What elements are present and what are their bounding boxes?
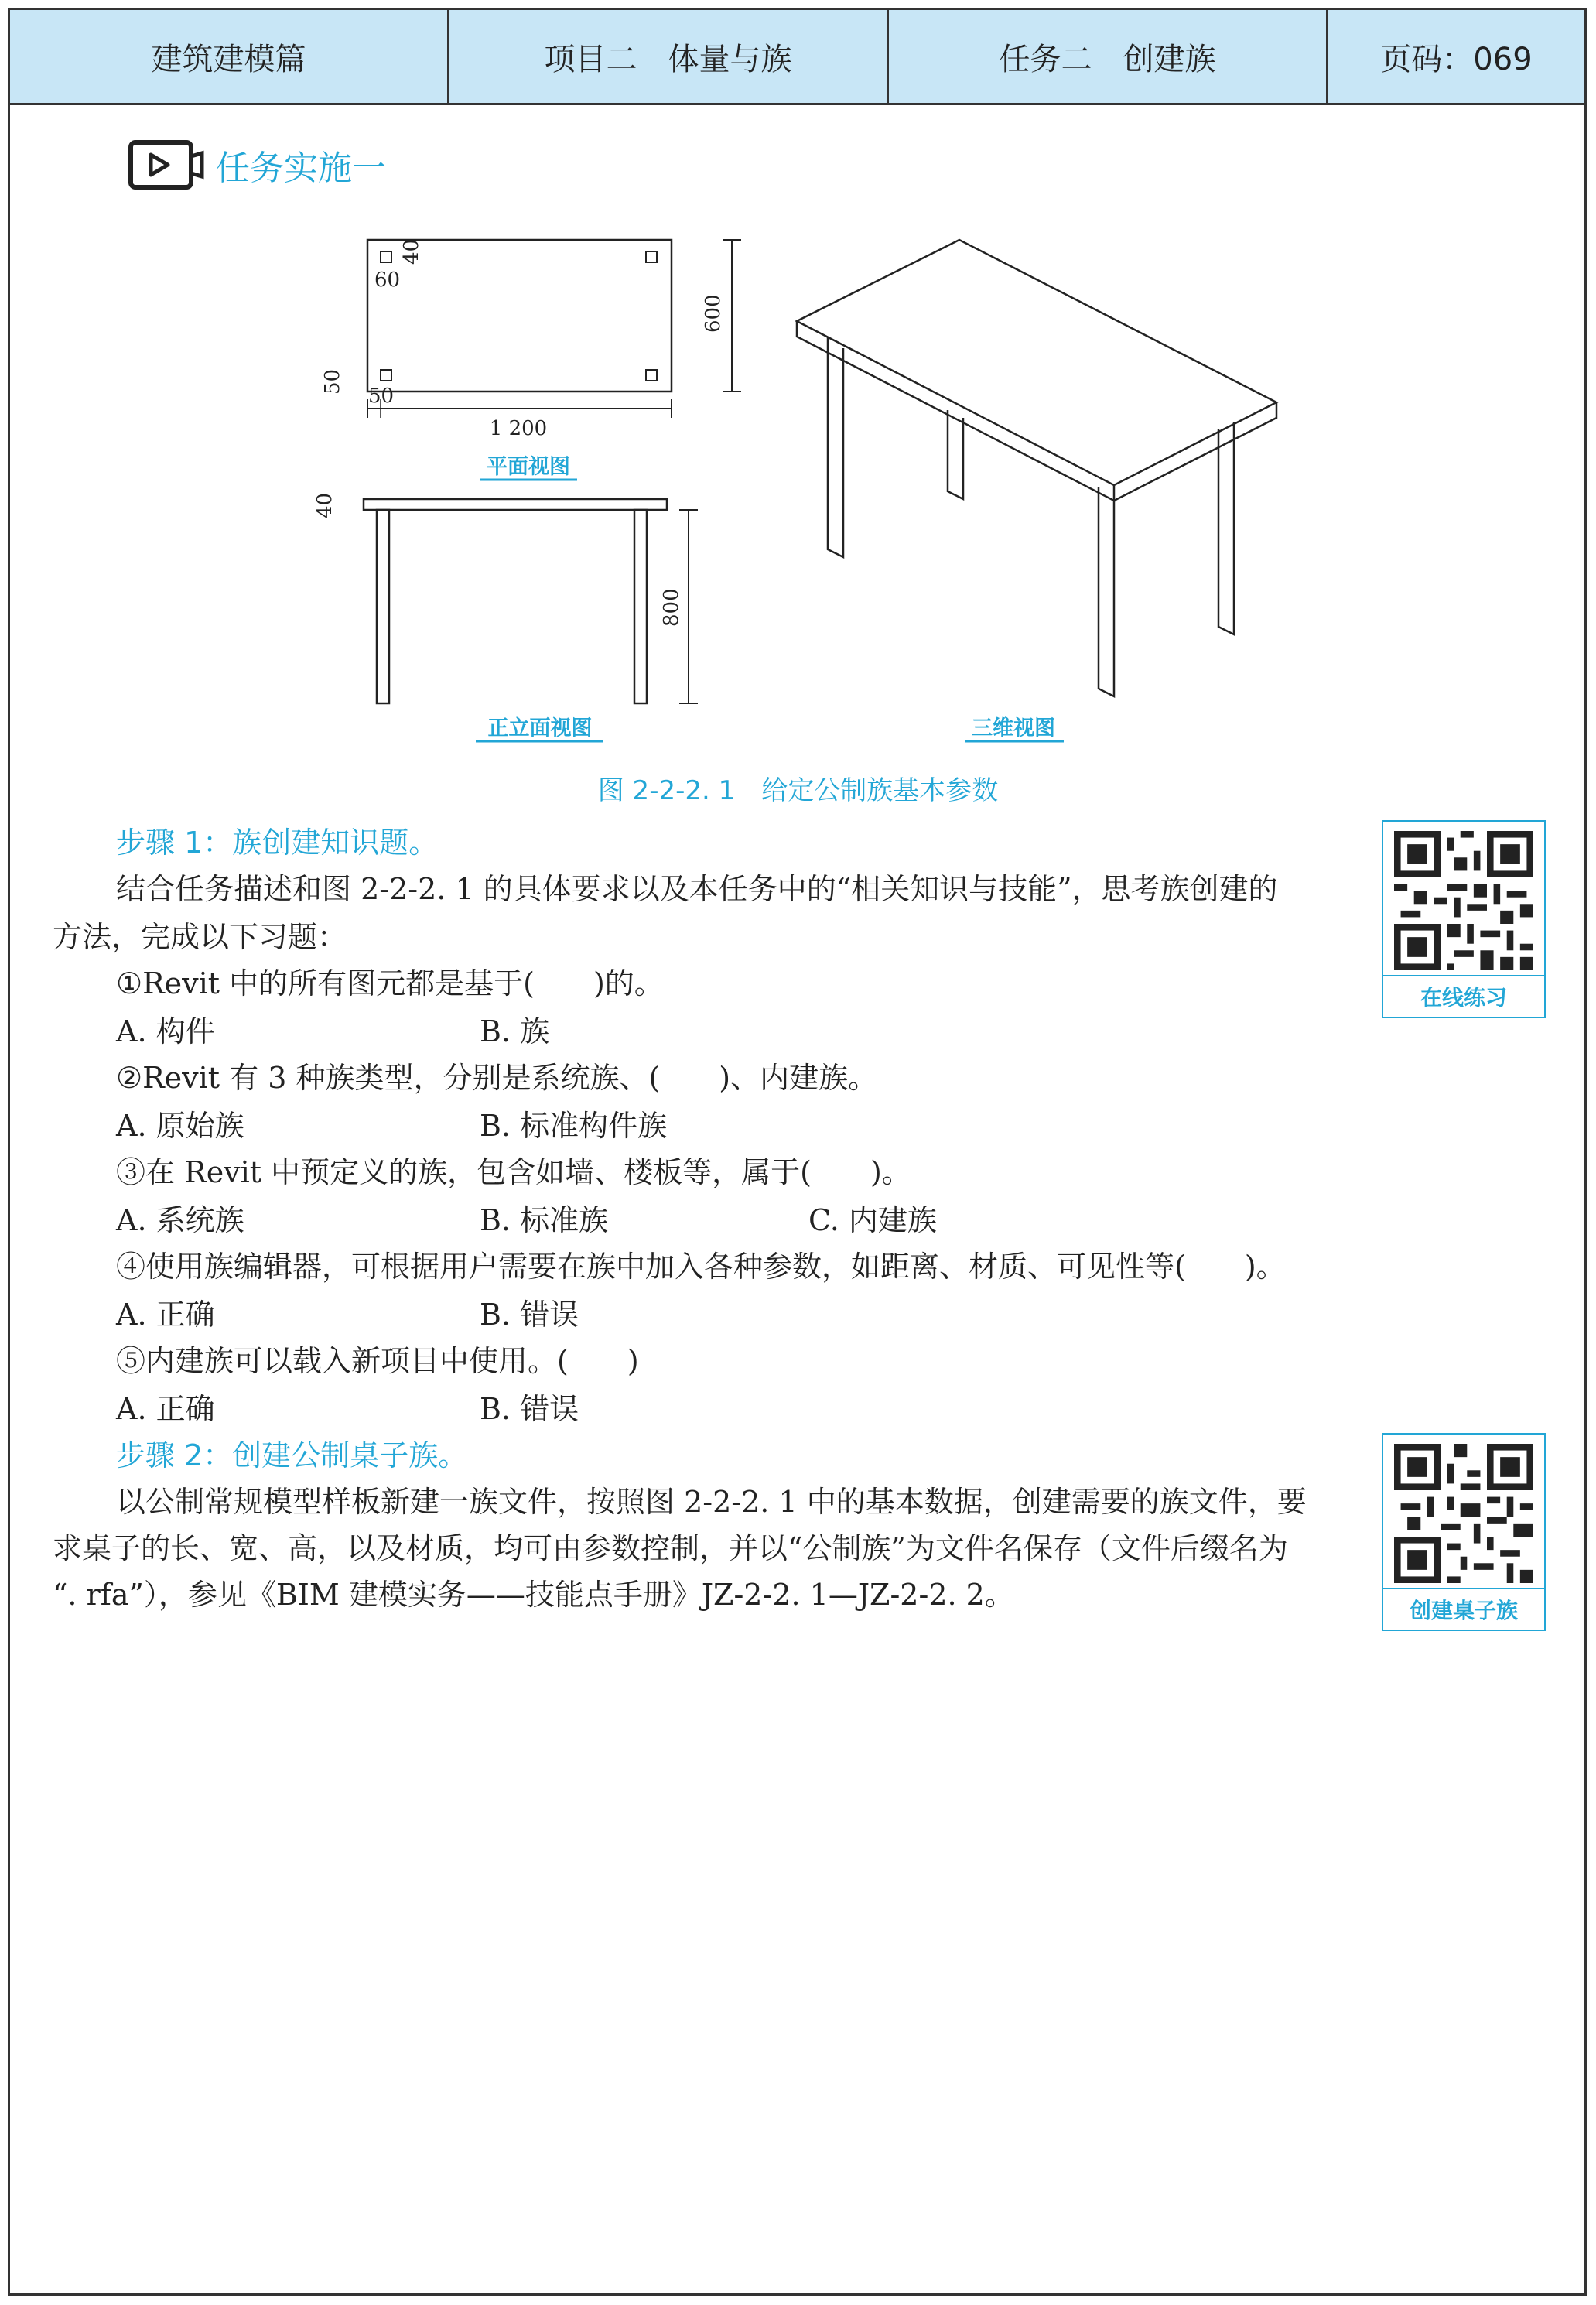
q3-option-b: B. 标准族 [480, 1203, 609, 1237]
dim-height: 800 [660, 588, 683, 627]
header-book: 建筑建模篇 [10, 10, 449, 103]
question-2: ②Revit 有 3 种族类型，分别是系统族、( )、内建族。 [116, 1061, 878, 1095]
dim-leg-offset-x: 50 [368, 385, 395, 408]
qr-code-icon [1394, 831, 1533, 970]
dim-width: 600 [702, 294, 725, 333]
table-drawing-figure [294, 224, 1300, 766]
qr-create-table-family-label: 创建桌子族 [1383, 1588, 1544, 1630]
page-header [8, 8, 1587, 105]
qr-code-icon [1394, 1444, 1533, 1583]
step2-line3: “. rfa”），参见《BIM 建模实务——技能点手册》JZ-2-2. 1—JZ-2-2. 2。 [53, 1578, 1014, 1612]
question-5: ⑤内建族可以载入新项目中使用。( ) [116, 1344, 639, 1378]
step2-title: 步骤 2：创建公制桌子族。 [116, 1438, 468, 1472]
dim-top-thickness: 40 [313, 492, 337, 518]
question-3: ③在 Revit 中预定义的族，包含如墙、楼板等，属于( )。 [116, 1155, 911, 1189]
section-heading [128, 138, 386, 192]
header-project: 项目二 体量与族 [449, 10, 889, 103]
dim-leg-top: 40 [400, 238, 423, 265]
q3-option-c: C. 内建族 [808, 1203, 937, 1237]
header-page-number: 页码：069 [1380, 41, 1533, 77]
step2-line1: 以公制常规模型样板新建一族文件，按照图 2-2-2. 1 中的基本数据，创建需要的族文件，要 [116, 1485, 1307, 1519]
step2-line2: 求桌子的长、宽、高，以及材质，均可由参数控制，并以“公制族”为文件名保存（文件后缀名为 [53, 1531, 1288, 1565]
dim-leg-offset-y: 50 [321, 368, 344, 395]
qr-online-practice-label: 在线练习 [1383, 975, 1544, 1017]
step1-title: 步骤 1：族创建知识题。 [116, 826, 439, 860]
q5-option-b: B. 错误 [480, 1392, 579, 1426]
plan-view-label: 平面视图 [487, 455, 570, 479]
q2-option-a: A. 原始族 [116, 1109, 244, 1143]
question-1: ①Revit 中的所有图元都是基于( )的。 [116, 966, 664, 1000]
front-view [313, 493, 698, 741]
q3-option-a: A. 系统族 [116, 1203, 244, 1237]
video-icon [128, 138, 205, 192]
header-task: 任务二 创建族 [889, 10, 1328, 103]
q1-option-b: B. 族 [480, 1014, 550, 1048]
step1-intro-line2: 方法，完成以下习题： [53, 920, 347, 954]
figure-caption: 图 2-2-2. 1 给定公制族基本参数 [597, 775, 999, 806]
plan-view [321, 239, 741, 480]
q2-option-b: B. 标准构件族 [480, 1109, 668, 1143]
dim-length: 1 200 [489, 417, 548, 440]
q4-option-b: B. 错误 [480, 1298, 579, 1332]
section-title: 任务实施一 [216, 149, 386, 188]
step1-intro-line1: 结合任务描述和图 2-2-2. 1 的具体要求以及本任务中的“相关知识与技能”，思考族创建的 [116, 872, 1278, 906]
q5-option-a: A. 正确 [116, 1392, 215, 1426]
qr-create-table-family[interactable] [1382, 1433, 1546, 1631]
q4-option-a: A. 正确 [116, 1298, 215, 1332]
q1-option-a: A. 构件 [116, 1014, 215, 1048]
front-view-label: 正立面视图 [487, 716, 593, 740]
question-4: ④使用族编辑器，可根据用户需要在族中加入各种参数，如距离、材质、可见性等( )。 [116, 1250, 1286, 1284]
dim-leg-size: 60 [374, 268, 401, 292]
iso-view-label: 三维视图 [972, 716, 1055, 740]
qr-online-practice[interactable] [1382, 820, 1546, 1018]
iso-view [797, 240, 1276, 696]
